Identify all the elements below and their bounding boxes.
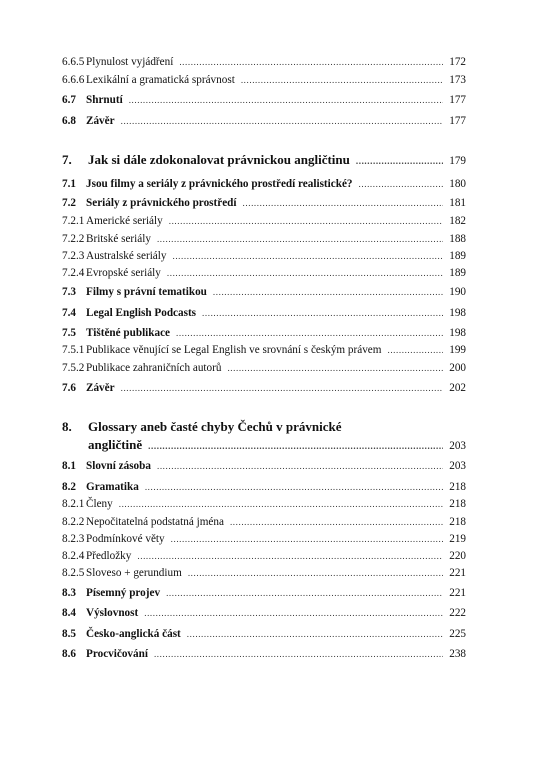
toc-entry xyxy=(62,361,466,375)
toc-chapter xyxy=(62,418,466,458)
entry-number: 7.5.1 xyxy=(62,344,85,356)
dot-leader xyxy=(148,438,443,455)
entry-title: Výslovnost xyxy=(86,607,139,619)
toc-entry xyxy=(62,114,466,128)
toc-chapter xyxy=(62,151,466,170)
toc-entry xyxy=(62,606,466,620)
dot-leader xyxy=(157,232,443,246)
entry-number: 7.2.3 xyxy=(62,250,85,262)
entry-number: 7.3 xyxy=(62,286,76,298)
toc-entry xyxy=(62,497,466,511)
entry-page: 202 xyxy=(449,382,466,394)
entry-number: 7.5 xyxy=(62,327,76,339)
toc-entry xyxy=(62,549,466,563)
entry-title: Členy xyxy=(86,498,113,510)
entry-title: Závěr xyxy=(86,382,115,394)
entry-title: Sloveso + gerundium xyxy=(86,567,182,579)
entry-title: Seriály z právnického prostředí xyxy=(86,197,237,209)
toc-entry xyxy=(62,647,466,661)
dot-leader xyxy=(166,586,443,600)
entry-page: 221 xyxy=(449,587,466,599)
toc-entry xyxy=(62,566,466,580)
dot-leader xyxy=(167,266,443,280)
dot-leader xyxy=(176,326,443,340)
entry-number: 7.1 xyxy=(62,178,76,190)
dot-leader xyxy=(121,381,443,395)
entry-title: Podmínkové věty xyxy=(86,533,165,545)
dot-leader xyxy=(188,566,443,580)
entry-number: 7.2.4 xyxy=(62,267,85,279)
entry-number: 8.5 xyxy=(62,628,76,640)
entry-number: 7.2.1 xyxy=(62,215,85,227)
entry-page: 173 xyxy=(449,74,466,86)
entry-page: 198 xyxy=(449,307,466,319)
entry-title: Procvičování xyxy=(86,648,148,660)
toc-entry xyxy=(62,55,466,69)
entry-number: 8.6 xyxy=(62,648,76,660)
entry-title: Písemný projev xyxy=(86,587,161,599)
entry-title: Česko-anglická část xyxy=(86,628,181,640)
chapter-number: 8. xyxy=(62,419,72,434)
entry-title: Slovní zásoba xyxy=(86,460,151,472)
toc-entry xyxy=(62,249,466,263)
dot-leader xyxy=(171,532,443,546)
entry-title: Shrnutí xyxy=(86,94,123,106)
entry-title: Americké seriály xyxy=(86,215,163,227)
toc-entry xyxy=(62,93,466,107)
dot-leader xyxy=(241,73,443,87)
entry-title: Australské seriály xyxy=(86,250,167,262)
toc-entry xyxy=(62,196,466,210)
entry-number: 8.2.4 xyxy=(62,550,85,562)
toc-entry xyxy=(62,381,466,395)
entry-page: 189 xyxy=(449,250,466,262)
entry-title: Závěr xyxy=(86,115,115,127)
entry-title: Plynulost vyjádření xyxy=(86,56,174,68)
dot-leader xyxy=(129,93,443,107)
toc-entry xyxy=(62,73,466,87)
entry-number: 6.7 xyxy=(62,94,76,106)
entry-title: Jsou filmy a seriály z právnického prostředí realistické? xyxy=(86,178,353,190)
chapter-title-line2: angličtině xyxy=(88,437,143,452)
entry-page: 222 xyxy=(449,607,466,619)
dot-leader xyxy=(359,177,443,191)
entry-number: 7.2.2 xyxy=(62,233,85,245)
entry-page: 172 xyxy=(449,56,466,68)
entry-page: 177 xyxy=(449,115,466,127)
entry-page: 220 xyxy=(449,550,466,562)
entry-number: 8.2.2 xyxy=(62,516,85,528)
toc-entry xyxy=(62,515,466,529)
entry-page: 180 xyxy=(449,178,466,190)
entry-page: 177 xyxy=(449,94,466,106)
dot-leader xyxy=(202,306,443,320)
entry-number: 8.2.5 xyxy=(62,567,85,579)
dot-leader xyxy=(187,627,443,641)
toc-entry xyxy=(62,306,466,320)
chapter-title-line1: Glossary aneb časté chyby Čechů v právnické xyxy=(88,419,342,434)
toc-entry xyxy=(62,532,466,546)
dot-leader xyxy=(157,459,443,473)
entry-number: 7.6 xyxy=(62,382,76,394)
entry-page: 189 xyxy=(449,267,466,279)
dot-leader xyxy=(119,497,443,511)
dot-leader xyxy=(172,249,443,263)
entry-page: 200 xyxy=(449,362,466,374)
entry-title: Publikace věnující se Legal English ve srovnání s českým právem xyxy=(86,344,382,356)
entry-page: 181 xyxy=(449,197,466,209)
entry-page: 199 xyxy=(449,344,466,356)
entry-page: 190 xyxy=(449,286,466,298)
chapter-page: 203 xyxy=(449,440,466,452)
dot-leader xyxy=(387,343,443,357)
entry-title: Filmy s právní tematikou xyxy=(86,286,207,298)
chapter-title: Jak si dále zdokonalovat právnickou angličtinu xyxy=(88,152,350,167)
toc-entry xyxy=(62,627,466,641)
toc-entry xyxy=(62,480,466,494)
dot-leader xyxy=(356,153,443,170)
chapter-title-continuation xyxy=(88,436,466,455)
toc-entry xyxy=(62,326,466,340)
dot-leader xyxy=(144,606,443,620)
entry-number: 6.6.6 xyxy=(62,74,85,86)
entry-number: 6.8 xyxy=(62,115,76,127)
dot-leader xyxy=(230,515,443,529)
entry-page: 188 xyxy=(449,233,466,245)
dot-leader xyxy=(227,361,443,375)
entry-title: Britské seriály xyxy=(86,233,151,245)
entry-number: 8.2 xyxy=(62,481,76,493)
entry-number: 8.2.3 xyxy=(62,533,85,545)
entry-title: Lexikální a gramatická správnost xyxy=(86,74,235,86)
dot-leader xyxy=(213,285,443,299)
toc-entry xyxy=(62,177,466,191)
entry-page: 198 xyxy=(449,327,466,339)
entry-title: Tištěné publikace xyxy=(86,327,171,339)
entry-number: 8.3 xyxy=(62,587,76,599)
entry-page: 182 xyxy=(449,215,466,227)
toc-entry xyxy=(62,232,466,246)
entry-title: Publikace zahraničních autorů xyxy=(86,362,222,374)
entry-page: 219 xyxy=(449,533,466,545)
entry-page: 203 xyxy=(449,460,466,472)
entry-number: 8.1 xyxy=(62,460,76,472)
toc-entry xyxy=(62,343,466,357)
toc-entry xyxy=(62,459,466,473)
entry-page: 221 xyxy=(449,567,466,579)
entry-number: 8.2.1 xyxy=(62,498,85,510)
dot-leader xyxy=(137,549,443,563)
toc-entry xyxy=(62,586,466,600)
entry-number: 8.4 xyxy=(62,607,76,619)
dot-leader xyxy=(145,480,443,494)
dot-leader xyxy=(243,196,443,210)
entry-page: 218 xyxy=(449,516,466,528)
entry-title: Nepočitatelná podstatná jména xyxy=(86,516,224,528)
toc-entry xyxy=(62,214,466,228)
toc-entry xyxy=(62,266,466,280)
entry-page: 218 xyxy=(449,498,466,510)
entry-number: 6.6.5 xyxy=(62,56,85,68)
chapter-number: 7. xyxy=(62,152,72,167)
dot-leader xyxy=(121,114,443,128)
toc-entry xyxy=(62,285,466,299)
entry-number: 7.2 xyxy=(62,197,76,209)
entry-title: Evropské seriály xyxy=(86,267,161,279)
entry-page: 218 xyxy=(449,481,466,493)
entry-number: 7.5.2 xyxy=(62,362,85,374)
entry-number: 7.4 xyxy=(62,307,76,319)
dot-leader xyxy=(179,55,443,69)
entry-title: Legal English Podcasts xyxy=(86,307,197,319)
entry-title: Gramatika xyxy=(86,481,139,493)
dot-leader xyxy=(154,647,443,661)
dot-leader xyxy=(169,214,443,228)
entry-title: Předložky xyxy=(86,550,132,562)
entry-page: 225 xyxy=(449,628,466,640)
entry-page: 238 xyxy=(449,648,466,660)
chapter-page: 179 xyxy=(449,155,466,167)
